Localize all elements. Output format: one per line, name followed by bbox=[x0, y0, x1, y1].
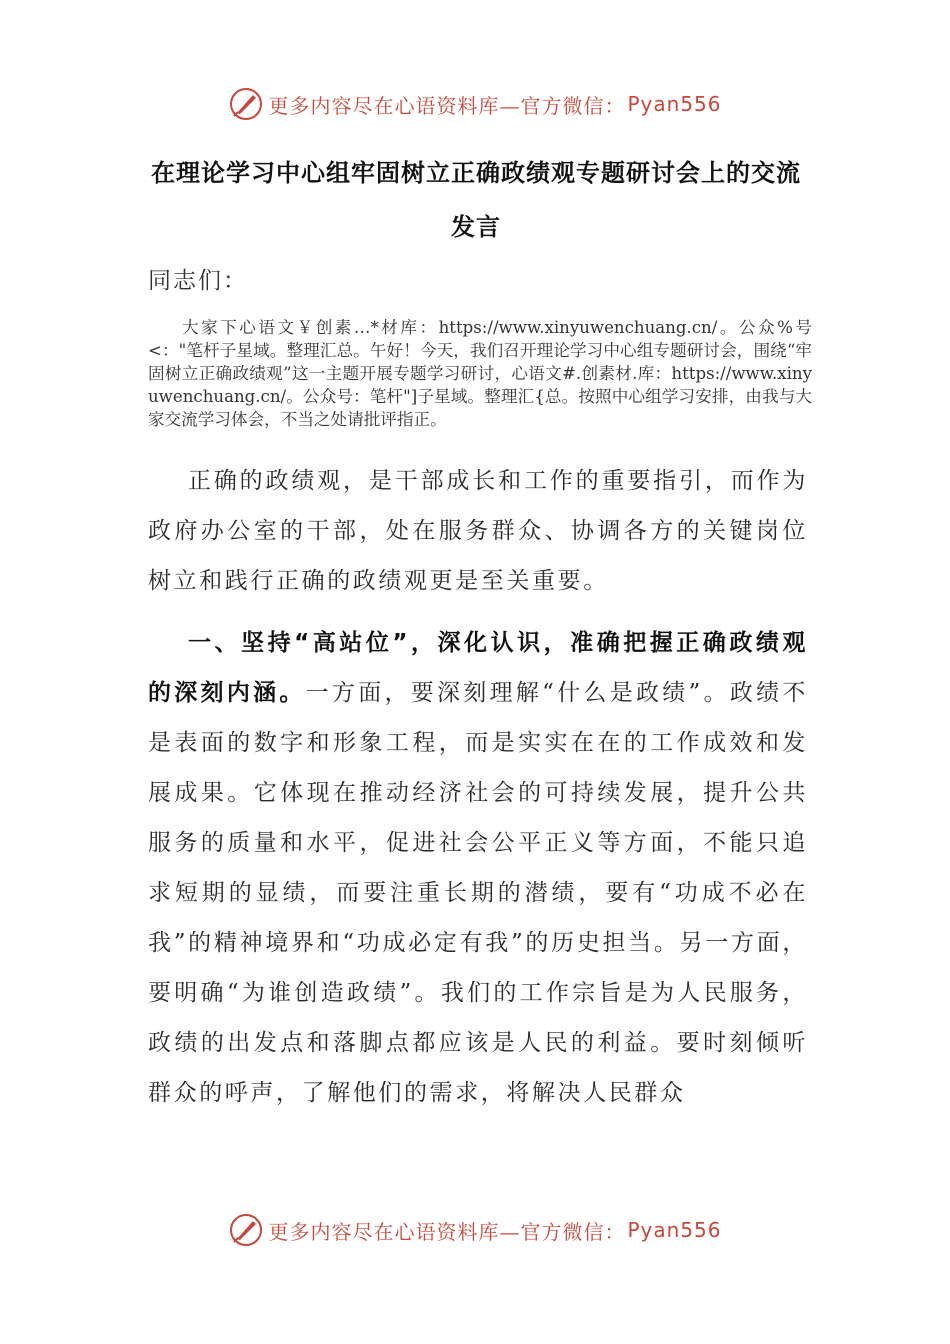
quill-logo-icon bbox=[228, 86, 264, 122]
salutation: 同志们： bbox=[148, 268, 248, 294]
body-paragraph-1: 正确的政绩观，是干部成长和工作的重要指引，而作为政府办公室的干部，处在服务群众、协调各方的关键岗位树立和践行正确的政绩观更是至关重要。 bbox=[148, 468, 808, 594]
document-title: 在理论学习中心组牢固树立正确政绩观专题研讨会上的交流发言 bbox=[151, 159, 801, 241]
section-1-body: 一方面，要深刻理解“什么是政绩”。政绩不是表面的数字和形象工程，而是实实在在的工作成效和发展成果。它体现在推动经济社会的可持续发展，提升公共服务的质量和水平，促进社会公平正义等方面，不能只追求短期的显绩，而要注重长期的潜绩，要有“功成不必在我”的精神境界和“功成必定有我”的历史担当。另一方面，要明确“为谁创造政绩”。我们的工作宗旨是为人民服务，政绩的出发点和落脚点都应该是人民的利益。要时刻倾听群众的呼声，了解他们的需求，将解决人民群众 bbox=[148, 680, 808, 1106]
footer-watermark-banner bbox=[0, 1210, 950, 1250]
header-watermark-banner bbox=[0, 84, 950, 124]
quill-logo-icon bbox=[228, 1212, 264, 1248]
banner-brand: Pyan556 bbox=[627, 92, 722, 116]
banner-text: 更多内容尽在心语资料库—官方微信： bbox=[268, 93, 626, 118]
banner-text: 更多内容尽在心语资料库—官方微信： bbox=[268, 1219, 626, 1244]
banner-brand: Pyan556 bbox=[627, 1218, 722, 1242]
intro-paragraph: 大家下心语文￥创素…*材库：https://www.xinyuwenchuang.cn/。公众%号<："笔杆子星域。整理汇总。午好！今天，我们召开理论学习中心组专题研讨会，围绕“牢固树立正确政绩观”这一主题开展专题学习研讨，心语文#.创素材.库：https://www.xinyuwenchuang.cn/。公众号：笔杆"]子星域。整理汇{总。按照中心组学习安排，由我与大家交流学习体会，不当之处请批评指正。 bbox=[148, 318, 812, 429]
section-1-heading: 一、坚持“高站位”，深化认识，准确把握正确政绩观的深刻内涵。 bbox=[148, 630, 808, 706]
section-1-paragraph bbox=[148, 618, 808, 1118]
